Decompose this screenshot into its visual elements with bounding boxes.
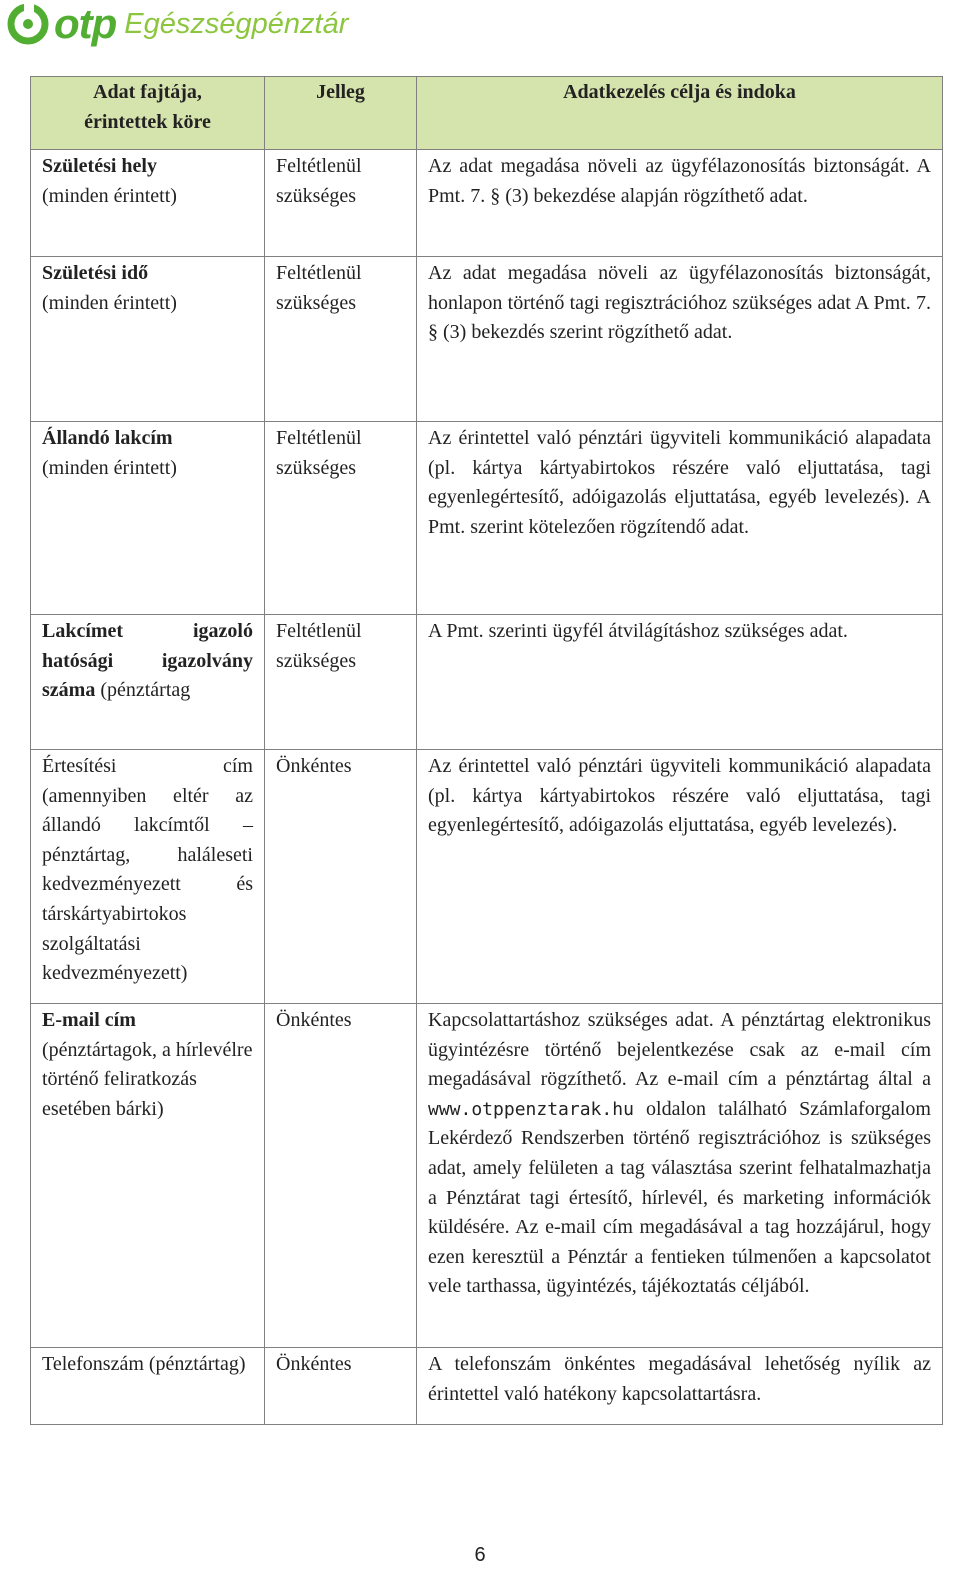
data-type-cell: Lakcímet igazoló hatósági igazolvány száma (pénztártag <box>31 615 265 750</box>
header-nature: Jelleg <box>265 77 417 150</box>
nature-cell: Feltétlenül szükséges <box>265 615 417 750</box>
data-type-cell: Értesítési cím (amennyiben eltér az állandó lakcímtől – pénztártag, haláleseti kedvezményezett és társkártyabirtokos szolgáltatási kedvezményezett) <box>31 750 265 1004</box>
page-number: 6 <box>474 1544 486 1566</box>
table-row <box>31 615 943 750</box>
purpose-cell: Az adat megadása növeli az ügyfélazonosítás biztonságát, honlapon történő tagi regisztrációhoz szükséges adat A Pmt. 7. § (3) bekezdés szerint rögzíthető adat. <box>417 257 943 422</box>
table-row <box>31 1348 943 1425</box>
table-row <box>31 750 943 1004</box>
purpose-cell: A telefonszám önkéntes megadásával lehetőség nyílik az érintettel való hatékony kapcsolattartásra. <box>417 1348 943 1425</box>
nature-cell: Feltétlenül szükséges <box>265 422 417 615</box>
table-row <box>31 422 943 615</box>
table-header-row <box>31 77 943 150</box>
logo-subtitle: Egészségpénztár <box>124 8 349 40</box>
nature-cell: Önkéntes <box>265 1004 417 1348</box>
purpose-cell: Az érintettel való pénztári ügyviteli kommunikáció alapadata (pl. kártya kártyabirtokos részére való eljuttatása, tagi egyenlegértesítő, adóigazolás eljuttatása, egyéb levelezés). <box>417 750 943 1004</box>
data-type-cell: Születési idő (minden érintett) <box>31 257 265 422</box>
table-row <box>31 150 943 257</box>
purpose-cell: A Pmt. szerinti ügyfél átvilágításhoz szükséges adat. <box>417 615 943 750</box>
nature-cell: Önkéntes <box>265 1348 417 1425</box>
nature-cell: Feltétlenül szükséges <box>265 150 417 257</box>
website-link[interactable]: www.otppenztarak.hu <box>428 1098 634 1120</box>
nature-cell: Feltétlenül szükséges <box>265 257 417 422</box>
otp-circle-logo-icon <box>6 2 50 46</box>
data-type-cell: Állandó lakcím (minden érintett) <box>31 422 265 615</box>
data-processing-table <box>30 76 943 1425</box>
purpose-cell: Kapcsolattartáshoz szükséges adat. A pénztártag elektronikus ügyintézésre történő bejelentkezése csak az e-mail cím megadásával rögzíthető. Az e-mail cím a pénztártag által a www.otppenztarak.hu oldalon található Számlaforgalom Lekérdező Rendszerben történő regisztrációhoz is szükséges adat, amely felületen a tag választása szerint felhatalmazhatja a Pénztárat tagi értesítő, hírlevél, és marketing információk küldésére. Az e-mail cím megadásával a tag hozzájárul, hogy ezen keresztül a Pénztár a fentieken túlmenően a kapcsolatot vele tarthassa, ügyintézés, tájékoztatás céljából. <box>417 1004 943 1348</box>
purpose-cell: Az érintettel való pénztári ügyviteli kommunikáció alapadata (pl. kártya kártyabirtokos részére való eljuttatása, tagi egyenlegértesítő, adóigazolás eljuttatása, egyéb levelezés). A Pmt. szerint kötelezően rögzítendő adat. <box>417 422 943 615</box>
otp-logo <box>6 2 348 46</box>
nature-cell: Önkéntes <box>265 750 417 1004</box>
table-row <box>31 1004 943 1348</box>
data-type-cell: Telefonszám (pénztártag) <box>31 1348 265 1425</box>
table-row <box>31 257 943 422</box>
header-data-type: Adat fajtája, érintettek köre <box>31 77 265 150</box>
logo-brand: otp <box>54 0 117 47</box>
data-type-cell: E-mail cím (pénztártagok, a hírlevélre történő feliratkozás esetében bárki) <box>31 1004 265 1348</box>
purpose-cell: Az adat megadása növeli az ügyfélazonosítás biztonságát. A Pmt. 7. § (3) bekezdése alapján rögzíthető adat. <box>417 150 943 257</box>
header-purpose: Adatkezelés célja és indoka <box>417 77 943 150</box>
data-type-cell: Születési hely (minden érintett) <box>31 150 265 257</box>
